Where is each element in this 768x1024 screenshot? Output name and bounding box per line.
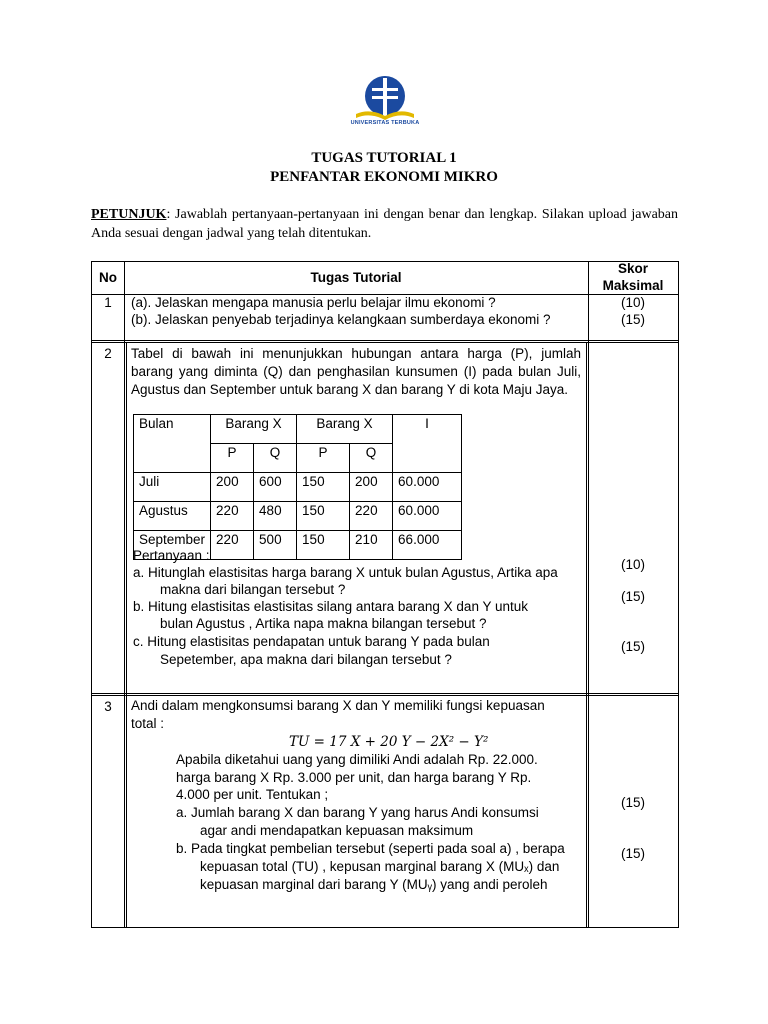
row2-question-a-line1: a. Hitunglah elastisitas harga barang X untuk bulan Agustus, Artika apa	[133, 565, 558, 580]
instructions-text: : Jawablah pertanyaan-pertanyaan ini dengan benar dan lengkap. Silakan upload jawaban Anda sesuai dengan jadwal yang telah ditentukan.	[91, 207, 678, 241]
sub-yp: P	[297, 444, 350, 473]
col-barang-y: Barang X	[297, 415, 393, 444]
cell-xp: 220	[211, 531, 254, 560]
pertanyaan-label: Pertanyaan :	[133, 548, 210, 563]
row2-question-b-line2: bulan Agustus , Artika napa makna bilangan tersebut ?	[160, 616, 487, 631]
row2-question-c-line1: c. Hitung elastisitas pendapatan untuk barang Y pada bulan	[133, 634, 490, 649]
col-barang-x: Barang X	[211, 415, 297, 444]
header-maksimal: Maksimal	[602, 278, 664, 293]
header-no: No	[99, 270, 117, 285]
row3-line3: 4.000 per unit. Tentukan ;	[176, 787, 329, 802]
instructions-label: PETUNJUK	[91, 207, 167, 222]
cell-i: 60.000	[393, 502, 462, 531]
document-title: TUGAS TUTORIAL 1	[311, 150, 457, 166]
row2-intro: Tabel di bawah ini menunjukkan hubungan antara harga (P), jumlah barang yang diminta (Q) dan penghasilan kunsumen (I) pada bulan Juli, Agustus dan September untuk barang X dan barang Y di kota Maju Jaya.	[131, 346, 581, 397]
cell-yp: 150	[297, 502, 350, 531]
sub-xq: Q	[254, 444, 297, 473]
row2-question-a-line2: makna dari bilangan tersebut ?	[160, 582, 346, 597]
price-quantity-table	[133, 414, 462, 560]
cell-xq: 600	[254, 473, 297, 502]
row3-question-a-line2: agar andi mendapatkan kepuasan maksimum	[200, 823, 474, 838]
cell-i: 60.000	[393, 473, 462, 502]
cell-bulan: September	[134, 531, 211, 560]
cell-xp: 220	[211, 502, 254, 531]
utility-formula: TU = 17 X + 20 Y − 2X² − Y²	[289, 734, 489, 750]
row1-score-b: (15)	[620, 312, 645, 327]
document-subtitle: PENFANTAR EKONOMI MIKRO	[270, 169, 498, 185]
row2-score-c: (15)	[620, 639, 645, 654]
sub-yq: Q	[350, 444, 393, 473]
cell-xq: 500	[254, 531, 297, 560]
cell-yq: 210	[350, 531, 393, 560]
row3-line2: harga barang X Rp. 3.000 per unit, dan harga barang Y Rp.	[176, 770, 532, 785]
cell-xq: 480	[254, 502, 297, 531]
cell-yq: 200	[350, 473, 393, 502]
cell-yp: 150	[297, 473, 350, 502]
row3-number: 3	[104, 699, 112, 714]
row3-score-a: (15)	[620, 795, 645, 810]
cell-yq: 220	[350, 502, 393, 531]
row3-score-b: (15)	[620, 846, 645, 861]
row3-question-a-line1: a. Jumlah barang X dan barang Y yang harus Andi konsumsi	[176, 805, 539, 820]
cell-bulan: Juli	[134, 473, 211, 502]
row1-question-b: (b). Jelaskan penyebab terjadinya kelangkaan sumberdaya ekonomi ?	[131, 312, 551, 327]
row3-intro-line1: Andi dalam mengkonsumsi barang X dan Y memiliki fungsi kepuasan	[131, 698, 545, 713]
row1-number: 1	[104, 295, 112, 310]
cell-yp: 150	[297, 531, 350, 560]
row3-intro-line2: total :	[131, 716, 165, 731]
row3-question-b-line3: kepuasan marginal dari barang Y (MUᵧ) yang andi peroleh	[200, 877, 548, 892]
cell-xp: 200	[211, 473, 254, 502]
col-income: I	[393, 415, 462, 473]
row2-question-b-line1: b. Hitung elastisitas elastisitas silang antara barang X dan Y untuk	[133, 599, 528, 614]
row2-score-b: (15)	[620, 589, 645, 604]
instructions	[91, 205, 678, 243]
row3-question-b-line1: b. Pada tingkat pembelian tersebut (seperti pada soal a) , berapa	[176, 841, 565, 856]
row2-number: 2	[104, 346, 112, 361]
header-tugas: Tugas Tutorial	[310, 270, 402, 285]
header-skor: Skor	[617, 261, 648, 276]
cell-bulan: Agustus	[134, 502, 211, 531]
table-row	[134, 502, 462, 531]
row2-score-a: (10)	[620, 557, 645, 572]
sub-xp: P	[211, 444, 254, 473]
row3-question-b-line2: kepuasan total (TU) , kepusan marginal barang X (MUₓ) dan	[200, 859, 560, 874]
col-bulan: Bulan	[134, 415, 211, 473]
row1-question-a: (a). Jelaskan mengapa manusia perlu belajar ilmu ekonomi ?	[131, 295, 496, 310]
cell-i: 66.000	[393, 531, 462, 560]
row2-question-c-line2: Sepetember, apa makna dari bilangan tersebut ?	[160, 652, 452, 667]
logo-caption: UNIVERSITAS TERBUKA	[350, 120, 420, 126]
row3-line1: Apabila diketahui uang yang dimiliki Andi adalah Rp. 22.000.	[176, 752, 538, 767]
row1-score-a: (10)	[620, 295, 645, 310]
table-row	[134, 473, 462, 502]
